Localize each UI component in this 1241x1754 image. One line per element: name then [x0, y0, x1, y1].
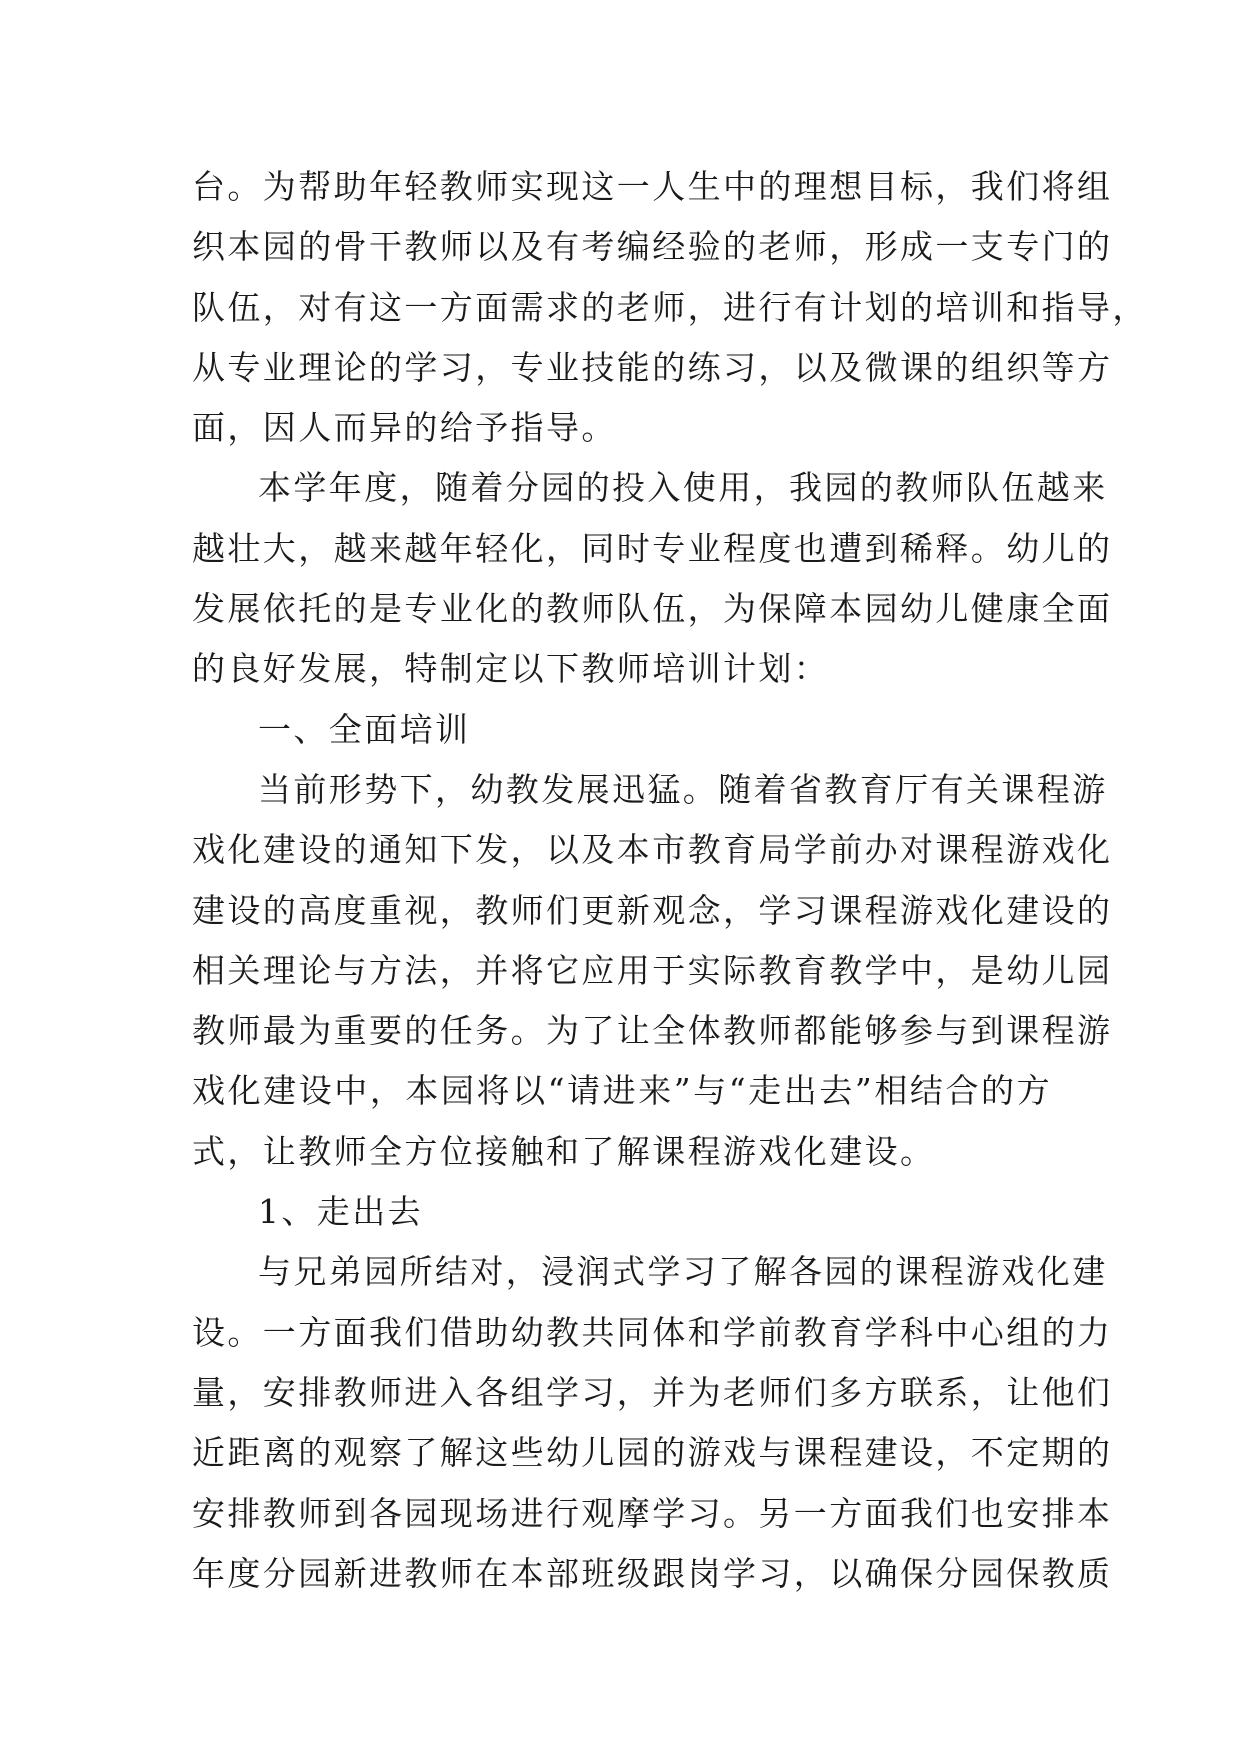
text-line: 越壮大，越来越年轻化，同时专业程度也遭到稀释。幼儿的	[192, 528, 1113, 568]
text-line: 从专业理论的学习，专业技能的练习，以及微课的组织等方	[192, 347, 1113, 387]
text-line: 台。为帮助年轻教师实现这一人生中的理想目标，我们将组	[192, 167, 1113, 206]
text-line: 量，安排教师进入各组学习，并为老师们多方联系，让他们	[192, 1372, 1113, 1412]
paragraph-intro-continuation	[192, 157, 1148, 458]
text-line: 戏化建设的通知下发，以及本市教育局学前办对课程游戏化	[192, 830, 1113, 870]
subsection-heading-going-out	[192, 1182, 1052, 1242]
subsection-heading: 1、走出去	[258, 1192, 423, 1232]
text-line: 队伍，对有这一方面需求的老师，进行有计划的培训和指导，	[192, 287, 1148, 327]
text-line: 面，因人而异的给予指导。	[192, 408, 617, 448]
text-line: 当前形势下，幼教发展迅猛。随着省教育厅有关课程游	[258, 769, 1108, 809]
section-heading: 一、全面培训	[258, 709, 471, 749]
text-line: 安排教师到各园现场进行观摩学习。另一方面我们也安排本	[192, 1493, 1113, 1533]
text-line: 设。一方面我们借助幼教共同体和学前教育学科中心组的力	[192, 1312, 1113, 1352]
text-line: 近距离的观察了解这些幼儿园的游戏与课程建设，不定期的	[192, 1433, 1113, 1473]
text-line: 建设的高度重视，教师们更新观念，学习课程游戏化建设的	[192, 890, 1113, 930]
text-line: 的良好发展，特制定以下教师培训计划：	[192, 649, 830, 689]
text-line: 与兄弟园所结对，浸润式学习了解各园的课程游戏化建	[258, 1252, 1108, 1292]
text-line: 戏化建设中，本园将以“请进来”与“走出去”相结合的方	[192, 1071, 1052, 1111]
text-line: 教师最为重要的任务。为了让全体教师都能够参与到课程游	[192, 1011, 1113, 1051]
text-line: 相关理论与方法，并将它应用于实际教育教学中，是幼儿园	[192, 950, 1113, 990]
paragraph-going-out-details	[192, 1242, 1113, 1604]
paragraph-current-situation	[192, 760, 1113, 1182]
section-heading-comprehensive-training	[192, 700, 1052, 760]
document-body	[192, 157, 1148, 1604]
text-line: 织本园的骨干教师以及有考编经验的老师，形成一支专门的	[192, 227, 1113, 267]
text-line: 年度分园新进教师在本部班级跟岗学习，以确保分园保教质	[192, 1553, 1113, 1593]
text-line: 发展依托的是专业化的教师队伍，为保障本园幼儿健康全面	[192, 589, 1113, 629]
text-line: 式，让教师全方位接触和了解课程游戏化建设。	[192, 1131, 936, 1171]
paragraph-plan-purpose	[192, 458, 1113, 699]
text-line: 本学年度，随着分园的投入使用，我园的教师队伍越来	[258, 468, 1108, 508]
